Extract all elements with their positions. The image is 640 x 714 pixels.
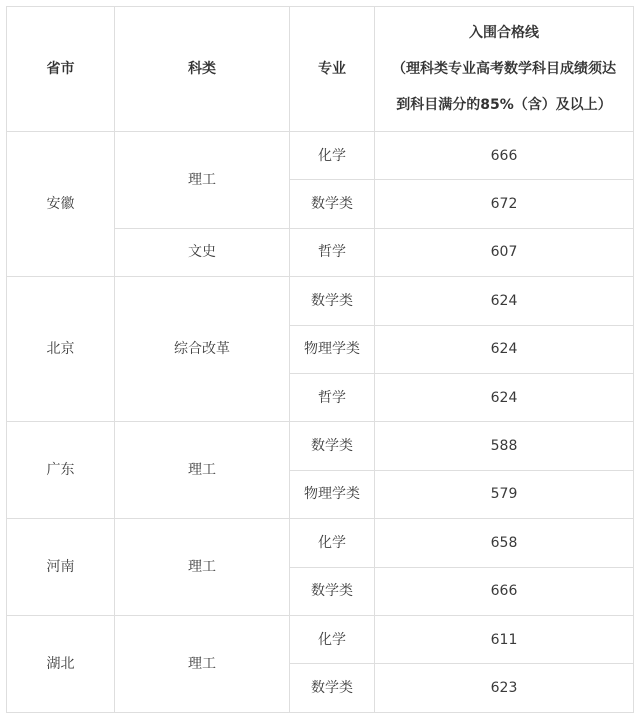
major-cell: 哲学 — [290, 228, 375, 276]
table-row — [7, 519, 634, 567]
admission-score-table — [6, 6, 634, 713]
major-cell: 数学类 — [290, 277, 375, 325]
major-cell: 化学 — [290, 132, 375, 180]
major-cell: 化学 — [290, 615, 375, 663]
score-cell: 611 — [375, 615, 634, 663]
table-row — [7, 277, 634, 325]
table-row — [7, 422, 634, 470]
score-cell: 624 — [375, 325, 634, 373]
province-cell: 湖北 — [7, 615, 115, 712]
province-cell: 北京 — [7, 277, 115, 422]
table-row — [7, 615, 634, 663]
header-score-note-1: （理科类专业高考数学科目成绩须达 — [392, 61, 616, 77]
table-header-row — [7, 7, 634, 132]
major-cell: 数学类 — [290, 567, 375, 615]
category-cell: 理工 — [115, 132, 290, 229]
major-cell: 数学类 — [290, 422, 375, 470]
score-cell: 588 — [375, 422, 634, 470]
score-cell: 579 — [375, 470, 634, 518]
major-cell: 哲学 — [290, 373, 375, 421]
header-score-note-2: 到科目满分的85%（含）及以上） — [396, 97, 612, 113]
score-cell: 658 — [375, 519, 634, 567]
score-cell: 624 — [375, 277, 634, 325]
major-cell: 物理学类 — [290, 325, 375, 373]
table-row — [7, 132, 634, 180]
header-major: 专业 — [290, 7, 375, 132]
province-cell: 广东 — [7, 422, 115, 519]
score-cell: 672 — [375, 180, 634, 228]
major-cell: 数学类 — [290, 664, 375, 712]
major-cell: 化学 — [290, 519, 375, 567]
header-category: 科类 — [115, 7, 290, 132]
category-cell: 理工 — [115, 615, 290, 712]
category-cell: 理工 — [115, 519, 290, 616]
score-cell: 666 — [375, 132, 634, 180]
category-cell: 理工 — [115, 422, 290, 519]
province-cell: 安徽 — [7, 132, 115, 277]
major-cell: 数学类 — [290, 180, 375, 228]
header-score-title: 入围合格线 — [469, 25, 539, 41]
score-cell: 623 — [375, 664, 634, 712]
major-cell: 物理学类 — [290, 470, 375, 518]
score-cell: 666 — [375, 567, 634, 615]
category-cell: 文史 — [115, 228, 290, 276]
province-cell: 河南 — [7, 519, 115, 616]
score-cell: 607 — [375, 228, 634, 276]
header-province: 省市 — [7, 7, 115, 132]
category-cell: 综合改革 — [115, 277, 290, 422]
score-cell: 624 — [375, 373, 634, 421]
header-score — [375, 7, 634, 132]
